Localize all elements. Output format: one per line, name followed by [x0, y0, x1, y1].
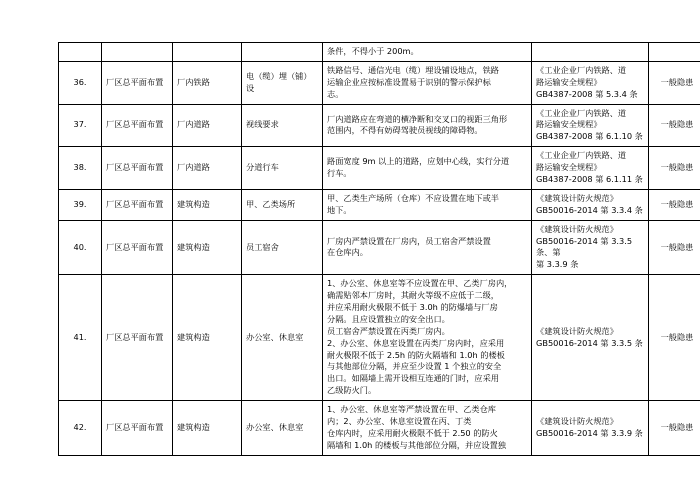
standard-line: GB50016-2014 第 3.3.5 条 [536, 337, 643, 348]
cell-description [323, 275, 532, 401]
description-line: 路面宽度 9m 以上的道路，应划中心线，实行分道 [327, 156, 510, 167]
description-line: 行车。 [327, 168, 352, 179]
cell-category: 厂区总平面布置 [102, 104, 173, 147]
cell-subcategory: 建筑构造 [173, 189, 242, 220]
description-line: 隔墙和 1.0h 的楼板与其他部位分隔，并应设置独 [327, 439, 506, 450]
standard-line: 《建筑设计防火规范》 [536, 223, 618, 234]
cell-item: 电（缆）埋（铺）设 [242, 61, 323, 104]
cell-description [323, 43, 532, 62]
cell-subcategory: 厂内铁路 [173, 61, 242, 104]
cell-category: 厂区总平面布置 [102, 401, 173, 456]
cell-standard [532, 275, 649, 401]
table-row [59, 220, 700, 275]
cell-level: 一般隐患 [649, 104, 700, 147]
description-line: 在仓库内。 [327, 247, 368, 258]
description-line: 分隔。且应设置独立的安全出口。 [327, 313, 450, 324]
cell-description [323, 189, 532, 220]
cell-standard [532, 189, 649, 220]
cell-number: 37. [59, 104, 102, 147]
cell-level [649, 43, 700, 62]
standard-line: GB50016-2014 第 3.3.4 条 [536, 204, 643, 215]
description-line: 乙级防火门。 [327, 385, 377, 396]
cell-description [323, 401, 532, 456]
description-line: 厂内道路应在弯道的横净断和交叉口的视距三角形 [327, 113, 508, 124]
description-line: 内；2、办公室、休息室设置在丙、丁类 [327, 416, 472, 427]
cell-number [59, 43, 102, 62]
description-line: 甲、乙类生产场所（仓库）不应设置在地下或半 [327, 192, 499, 203]
description-line: 铁路信号、通信光电（缆）埋设铺设地点，铁路 [327, 64, 499, 75]
cell-description [323, 104, 532, 147]
cell-item: 甲、乙类场所 [242, 189, 323, 220]
description-line: 仓库内时，应采用耐火极限不低于 2.50 的防火 [327, 427, 498, 438]
standard-line: 路运输安全规程》 [536, 162, 602, 173]
cell-number: 41. [59, 275, 102, 401]
cell-subcategory: 厂内道路 [173, 104, 242, 147]
cell-level: 一般隐患 [649, 275, 700, 401]
table-row [59, 43, 700, 62]
table-row [59, 147, 700, 190]
cell-category: 厂区总平面布置 [102, 275, 173, 401]
description-line: 员工宿舍严禁设置在丙类厂房内。 [327, 325, 450, 336]
description-line: 耐火极限不低于 2.5h 的防火隔墙和 1.0h 的楼板 [327, 349, 505, 360]
table-row [59, 104, 700, 147]
description-line: 确需贴邻本厂房时，其耐火等级不应低于二级， [327, 290, 499, 301]
description-line: 并应采用耐火极限不低于 3.0h 的防爆墙与厂房 [327, 302, 498, 313]
cell-description [323, 147, 532, 190]
description-line: 志。 [327, 88, 344, 99]
cell-level: 一般隐患 [649, 220, 700, 275]
description-line: 与其他部位分隔，并应至少设置 1 个独立的安全 [327, 361, 502, 372]
hazard-inspection-table [58, 42, 700, 456]
standard-line: 《工业企业厂内铁路、道 [536, 64, 627, 75]
cell-standard [532, 220, 649, 275]
description-line: 地下。 [327, 204, 352, 215]
cell-subcategory: 建筑构造 [173, 401, 242, 456]
cell-number: 39. [59, 189, 102, 220]
standard-line: GB4387-2008 第 6.1.11 条 [536, 174, 643, 185]
standard-line: GB50016-2014 第 3.3.9 条 [536, 427, 643, 438]
cell-subcategory: 厂内道路 [173, 147, 242, 190]
cell-item [242, 43, 323, 62]
cell-standard [532, 61, 649, 104]
table-row [59, 61, 700, 104]
cell-category [102, 43, 173, 62]
cell-standard [532, 43, 649, 62]
cell-level: 一般隐患 [649, 61, 700, 104]
table-row [59, 401, 700, 456]
standard-line: 《建筑设计防火规范》 [536, 416, 618, 427]
description-line: 条件，不得小于 200m。 [327, 46, 419, 56]
cell-standard [532, 147, 649, 190]
standard-line: 路运输安全规程》 [536, 119, 602, 130]
description-line: 1、办公室、休息室等严禁设置在甲、乙类仓库 [327, 404, 496, 415]
description-line: 厂房内严禁设置在厂房内，员工宿舍严禁设置 [327, 235, 491, 246]
cell-standard [532, 104, 649, 147]
cell-item: 办公室、休息室 [242, 401, 323, 456]
standard-line: 《工业企业厂内铁路、道 [536, 107, 627, 118]
cell-category: 厂区总平面布置 [102, 61, 173, 104]
cell-item: 分道行车 [242, 147, 323, 190]
cell-number: 36. [59, 61, 102, 104]
cell-subcategory: 建筑构造 [173, 275, 242, 401]
cell-category: 厂区总平面布置 [102, 189, 173, 220]
table-row [59, 275, 700, 401]
cell-standard [532, 401, 649, 456]
standard-line: 《建筑设计防火规范》 [536, 192, 618, 203]
cell-level: 一般隐患 [649, 189, 700, 220]
description-line: 2、办公室、休息室设置在丙类厂房内时，应采用 [327, 337, 505, 348]
standard-line: 第 3.3.9 条 [536, 259, 579, 270]
table-row [59, 189, 700, 220]
cell-description [323, 220, 532, 275]
description-line: 运输企业应按标准设置易于识别的警示保护标 [327, 76, 491, 87]
description-line: 出口。如隔墙上需开设相互连通的门时，应采用 [327, 373, 499, 384]
cell-item: 办公室、休息室 [242, 275, 323, 401]
cell-category: 厂区总平面布置 [102, 220, 173, 275]
table-body [59, 43, 700, 456]
cell-number: 40. [59, 220, 102, 275]
cell-item: 员工宿舍 [242, 220, 323, 275]
cell-item: 视线要求 [242, 104, 323, 147]
standard-line: 《建筑设计防火规范》 [536, 325, 618, 336]
standard-line: GB4387-2008 第 6.1.10 条 [536, 131, 643, 142]
cell-level: 一般隐患 [649, 401, 700, 456]
standard-line: 路运输安全规程》 [536, 76, 602, 87]
cell-subcategory [173, 43, 242, 62]
cell-description [323, 61, 532, 104]
description-line: 1、办公室、休息室等不应设置在甲、乙类厂房内， [327, 278, 513, 289]
cell-subcategory: 建筑构造 [173, 220, 242, 275]
cell-category: 厂区总平面布置 [102, 147, 173, 190]
standard-line: GB50016-2014 第 3.3.5 条、第 [536, 235, 633, 258]
description-line: 范围内，不得有妨碍驾驶员视线的障碍物。 [327, 125, 483, 136]
standard-line: 《工业企业厂内铁路、道 [536, 150, 627, 161]
standard-line: GB4387-2008 第 5.3.4 条 [536, 88, 638, 99]
cell-number: 38. [59, 147, 102, 190]
cell-number: 42. [59, 401, 102, 456]
cell-level: 一般隐患 [649, 147, 700, 190]
